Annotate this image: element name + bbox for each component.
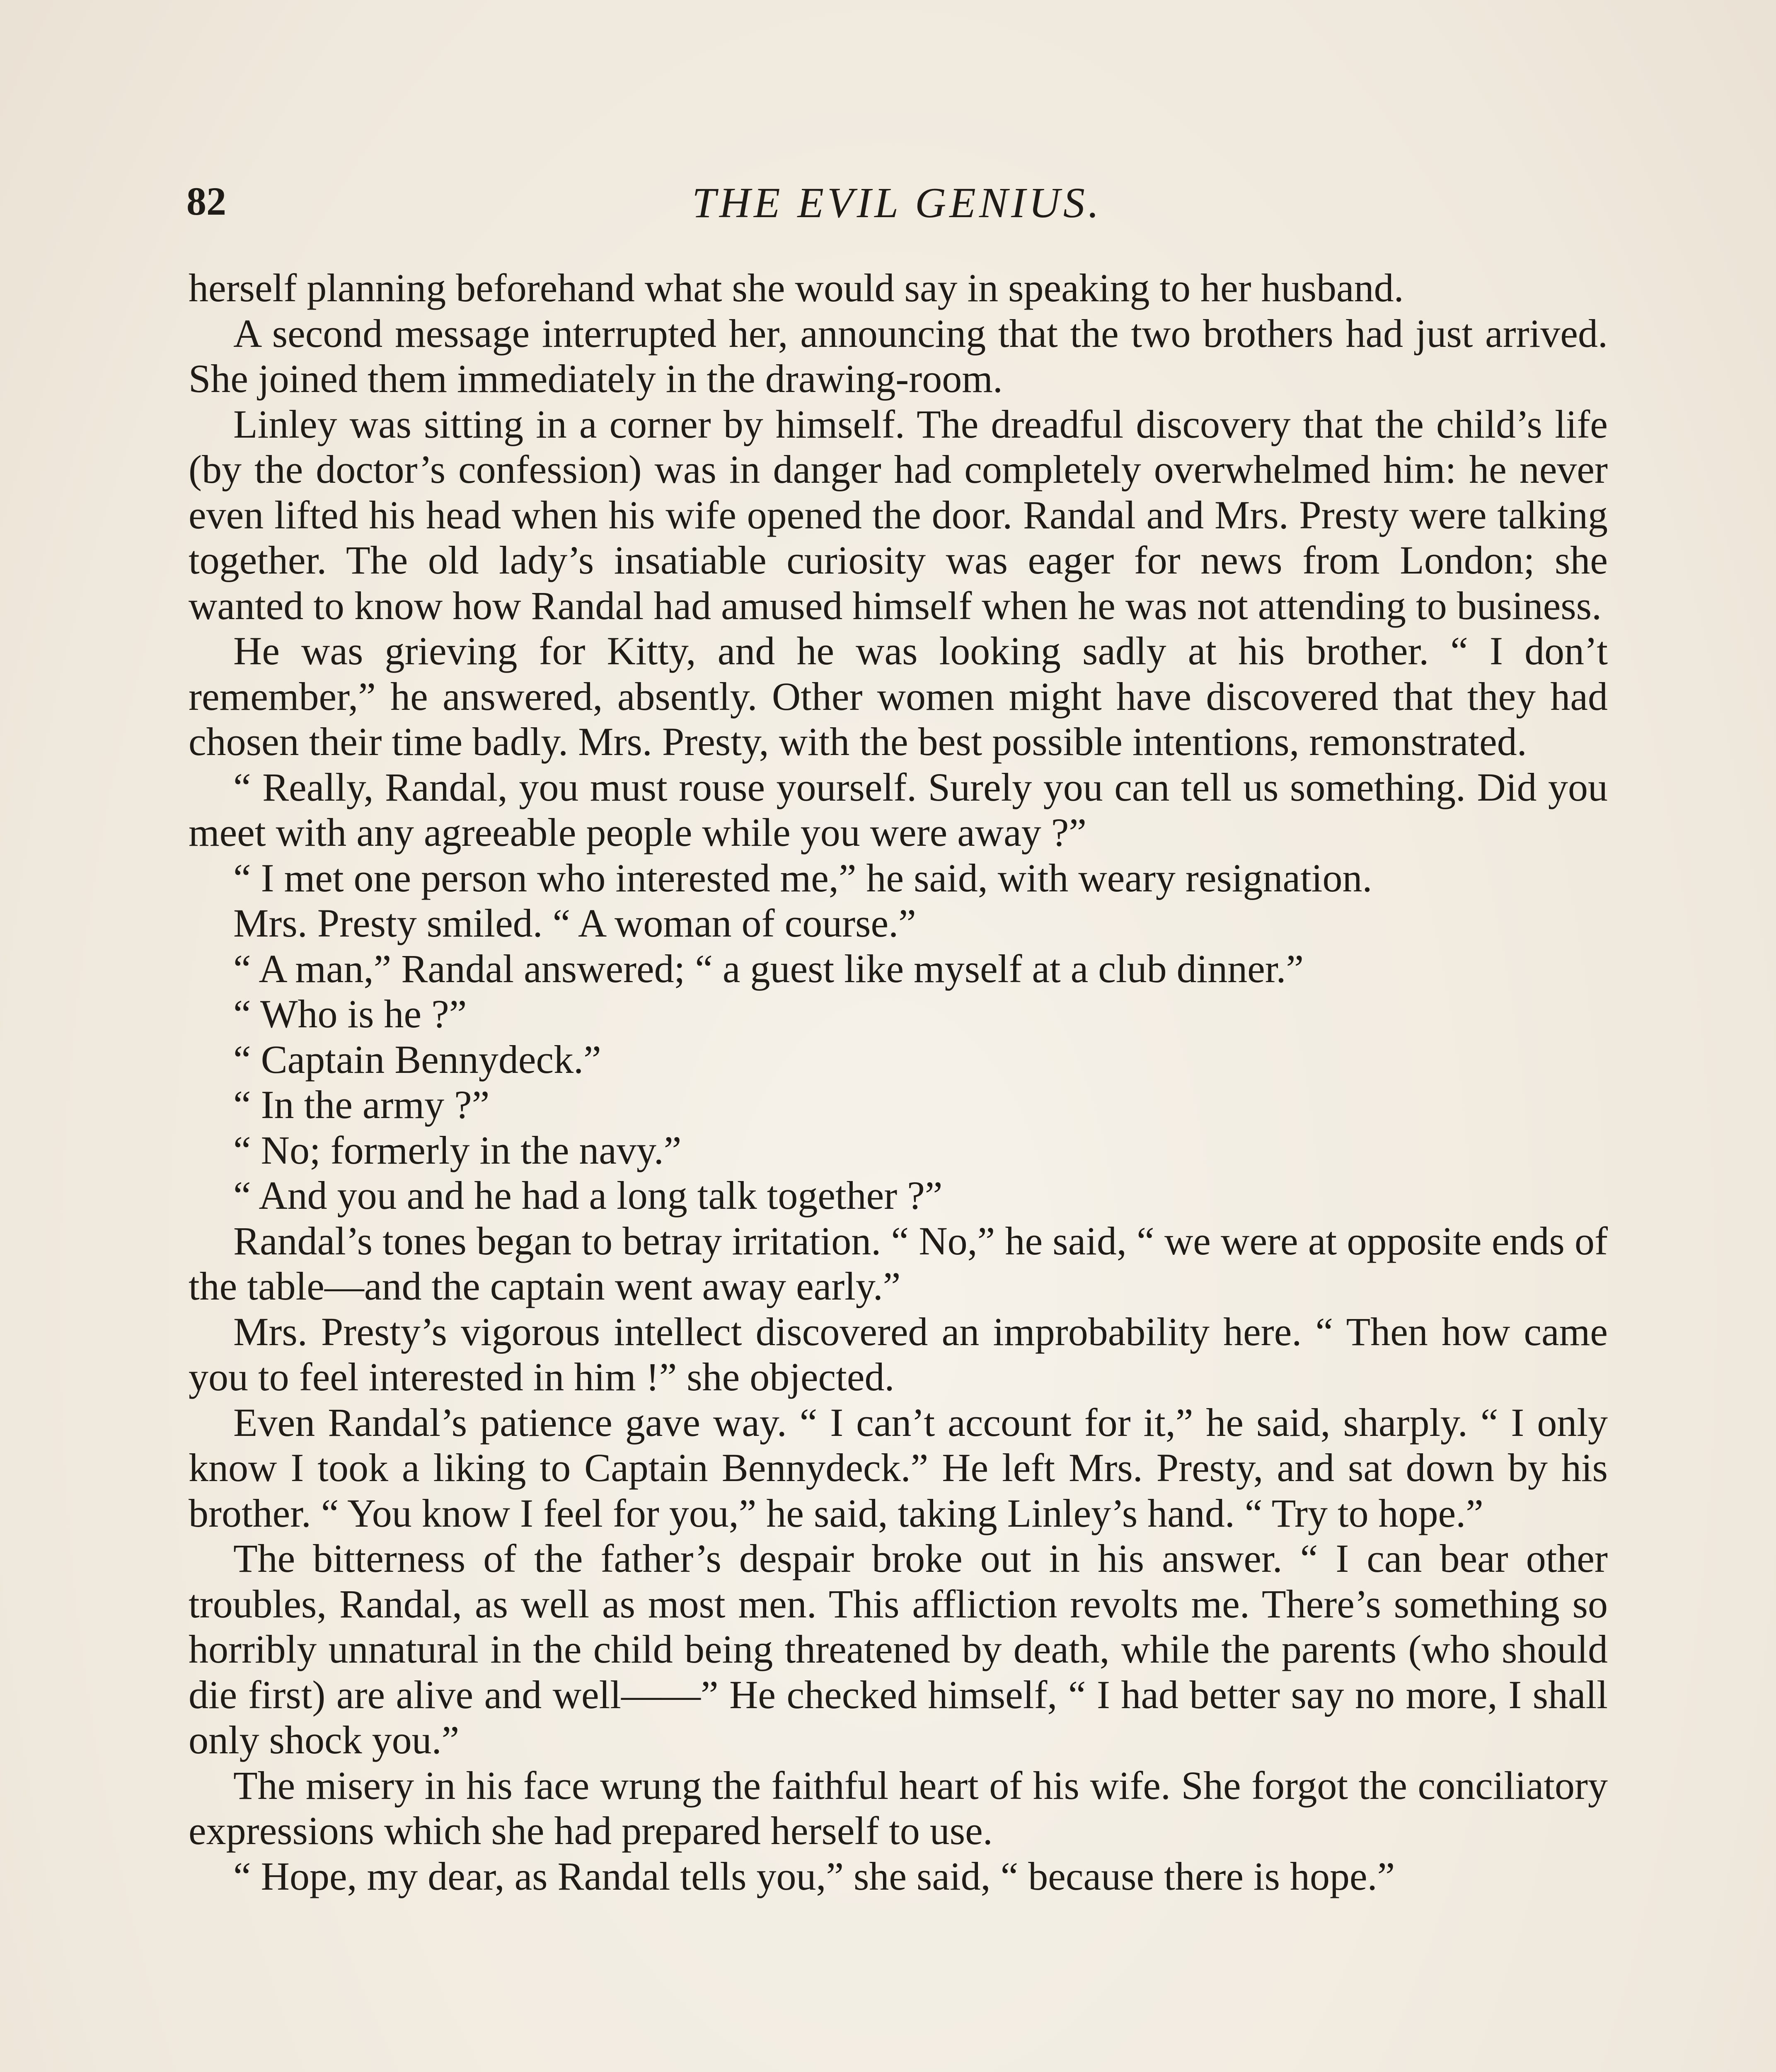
paragraph: “ Hope, my dear, as Randal tells you,” she said, “ because there is hope.” <box>233 1854 1395 1898</box>
paragraph: Mrs. Presty’s vigorous intellect discovered an improbability here. “ Then how came you to feel interested in him !” she objected. <box>189 1309 1608 1399</box>
paragraph: A second message interrupted her, announcing that the two brothers had just arrived. She joined them immediately in the drawing-room. <box>189 311 1608 401</box>
paragraph: The bitterness of the father’s despair broke out in his answer. “ I can bear other troubles, Randal, as well as most men. This affliction revolts me. There’s something so horribly unnatural in the child being threatened by death, while the parents (who should die first) are alive and well——” He checked himself, “ I had better say no more, I shall only shock you.” <box>189 1536 1608 1762</box>
paragraph: Randal’s tones began to betray irritation. “ No,” he said, “ we were at opposite ends of the table—and the captain went away early.” <box>189 1218 1608 1308</box>
paragraph: “ In the army ?” <box>233 1082 490 1127</box>
body-text <box>189 265 1608 1899</box>
running-title: THE EVIL GENIUS. <box>692 179 1102 227</box>
page-header <box>186 174 1608 240</box>
paragraph: “ Really, Randal, you must rouse yourself. Surely you can tell us something. Did you meet with any agreeable people while you were away ?” <box>189 765 1608 854</box>
paragraph: “ No; formerly in the navy.” <box>233 1128 682 1172</box>
paragraph: “ I met one person who interested me,” he said, with weary resignation. <box>233 855 1372 900</box>
paragraph: Linley was sitting in a corner by himself. The dreadful discovery that the child’s life (by the doctor’s confession) was in danger had completely overwhelmed him: he never even lifted his head when his wife opened the door. Randal and Mrs. Presty were talking together. The old lady’s insatiable curiosity was eager for news from London; she wanted to know how Randal had amused himself when he was not attending to business. <box>189 402 1608 628</box>
paragraph: “ And you and he had a long talk together ?” <box>233 1173 943 1218</box>
paragraph: herself planning beforehand what she would say in speaking to her husband. <box>189 266 1404 310</box>
paragraph: Mrs. Presty smiled. “ A woman of course.” <box>233 901 916 945</box>
page-number: 82 <box>186 179 226 223</box>
paragraph: “ Captain Bennydeck.” <box>233 1037 601 1082</box>
paragraph: The misery in his face wrung the faithful heart of his wife. She forgot the conciliatory expressions which she had prepared herself to use. <box>189 1763 1608 1853</box>
paragraph: Even Randal’s patience gave way. “ I can’t account for it,” he said, sharply. “ I only know I took a liking to Captain Bennydeck.” He left Mrs. Presty, and sat down by his brother. “ You know I feel for you,” he said, taking Linley’s hand. “ Try to hope.” <box>189 1400 1608 1535</box>
paragraph: “ A man,” Randal answered; “ a guest like myself at a club dinner.” <box>233 946 1304 991</box>
paragraph: “ Who is he ?” <box>233 992 467 1036</box>
paragraph: He was grieving for Kitty, and he was looking sadly at his brother. “ I don’t remember,” he answered, absently. Other women might have discovered that they had chosen their time badly. Mrs. Presty, with the best possible intentions, remonstrated. <box>189 629 1608 764</box>
